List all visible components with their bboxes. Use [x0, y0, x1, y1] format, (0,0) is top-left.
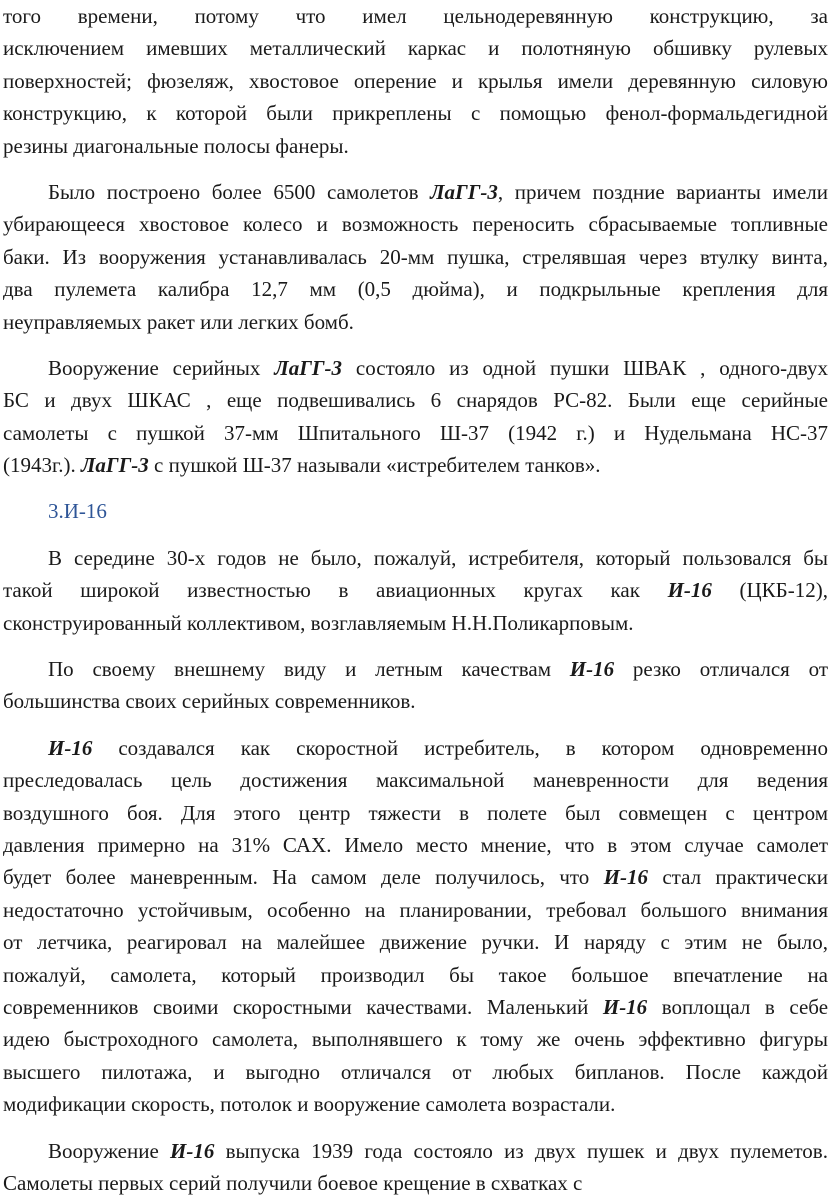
text-line: самолеты с пушкой 37-мм Шпитального Ш-37 (1942 г.) и Нудельмана НС-37	[3, 417, 828, 449]
text-line: такой широкой известностью в авиационных кругах как И-16 (ЦКБ-12),	[3, 574, 828, 606]
paragraph	[3, 542, 828, 639]
paragraph	[3, 0, 828, 162]
text-line: современников своими скоростными качествами. Маленький И-16 воплощал в себе	[3, 991, 828, 1023]
paragraph	[3, 1135, 828, 1199]
text-line: По своему внешнему виду и летным качествам И-16 резко отличался от	[3, 653, 828, 685]
aircraft-name: ЛаГГ-3	[274, 356, 342, 380]
text-line: давления примерно на 31% САХ. Имело место мнение, что в этом случае самолет	[3, 829, 828, 861]
text-line: большинства своих серийных современников.	[3, 685, 828, 717]
text-line: исключением имевших металлический каркас и полотняную обшивку рулевых	[3, 32, 828, 64]
aircraft-name: И-16	[603, 995, 647, 1019]
text-line: модификации скорость, потолок и вооружение самолета возрастали.	[3, 1088, 828, 1120]
text-line: конструкцию, к которой были прикреплены с помощью фенол-формальдегидной	[3, 97, 828, 129]
text-line: преследовалась цель достижения максимальной маневренности для ведения	[3, 764, 828, 796]
text-line: поверхностей; фюзеляж, хвостовое оперение и крылья имели деревянную силовую	[3, 65, 828, 97]
paragraph	[3, 653, 828, 718]
text-line: пожалуй, самолета, который производил бы такое большое впечатление на	[3, 959, 828, 991]
aircraft-name: И-16	[570, 657, 614, 681]
paragraph	[3, 176, 828, 338]
text-line: неуправляемых ракет или легких бомб.	[3, 306, 828, 338]
text-line: В середине 30-х годов не было, пожалуй, истребителя, который пользовался бы	[3, 542, 828, 574]
text-line: того времени, потому что имел цельнодеревянную конструкцию, за	[3, 0, 828, 32]
text-line: идею быстроходного самолета, выполнявшего к тому же очень эффективно фигуры	[3, 1023, 828, 1055]
aircraft-name: И-16	[604, 865, 648, 889]
text-line: высшего пилотажа, и выгодно отличался от любых бипланов. После каждой	[3, 1056, 828, 1088]
text-line: недостаточно устойчивым, особенно на планировании, требовал большого внимания	[3, 894, 828, 926]
aircraft-name: ЛаГГ-3	[430, 180, 498, 204]
text-line: Было построено более 6500 самолетов ЛаГГ-3, причем поздние варианты имели	[3, 176, 828, 208]
paragraph	[3, 732, 828, 1121]
section-heading: 3.И-16	[3, 495, 828, 527]
document-body	[3, 0, 828, 1199]
text-line: баки. Из вооружения устанавливалась 20-мм пушка, стрелявшая через втулку винта,	[3, 241, 828, 273]
text-line: БС и двух ШКАС , еще подвешивались 6 снарядов РС-82. Были еще серийные	[3, 384, 828, 416]
text-line: Самолеты первых серий получили боевое крещение в схватках с	[3, 1167, 828, 1199]
text-line: убирающееся хвостовое колесо и возможность переносить сбрасываемые топливные	[3, 208, 828, 240]
text-line: сконструированный коллективом, возглавляемым Н.Н.Поликарповым.	[3, 607, 828, 639]
aircraft-name: И-16	[668, 578, 712, 602]
text-line: воздушного боя. Для этого центр тяжести в полете был совмещен с центром	[3, 797, 828, 829]
text-line: будет более маневренным. На самом деле получилось, что И-16 стал практически	[3, 861, 828, 893]
text-line: Вооружение И-16 выпуска 1939 года состояло из двух пушек и двух пулеметов.	[3, 1135, 828, 1167]
text-line: И-16 создавался как скоростной истребитель, в котором одновременно	[3, 732, 828, 764]
paragraph	[3, 352, 828, 482]
text-line: от летчика, реагировал на малейшее движение ручки. И наряду с этим не было,	[3, 926, 828, 958]
aircraft-name: ЛаГГ-3	[81, 453, 149, 477]
text-line: Вооружение серийных ЛаГГ-3 состояло из одной пушки ШВАК , одного-двух	[3, 352, 828, 384]
aircraft-name: И-16	[48, 736, 92, 760]
text-line: два пулемета калибра 12,7 мм (0,5 дюйма), и подкрыльные крепления для	[3, 273, 828, 305]
aircraft-name: И-16	[170, 1139, 214, 1163]
text-line: резины диагональные полосы фанеры.	[3, 130, 828, 162]
text-line: (1943г.). ЛаГГ-3 с пушкой Ш-37 называли «истребителем танков».	[3, 449, 828, 481]
